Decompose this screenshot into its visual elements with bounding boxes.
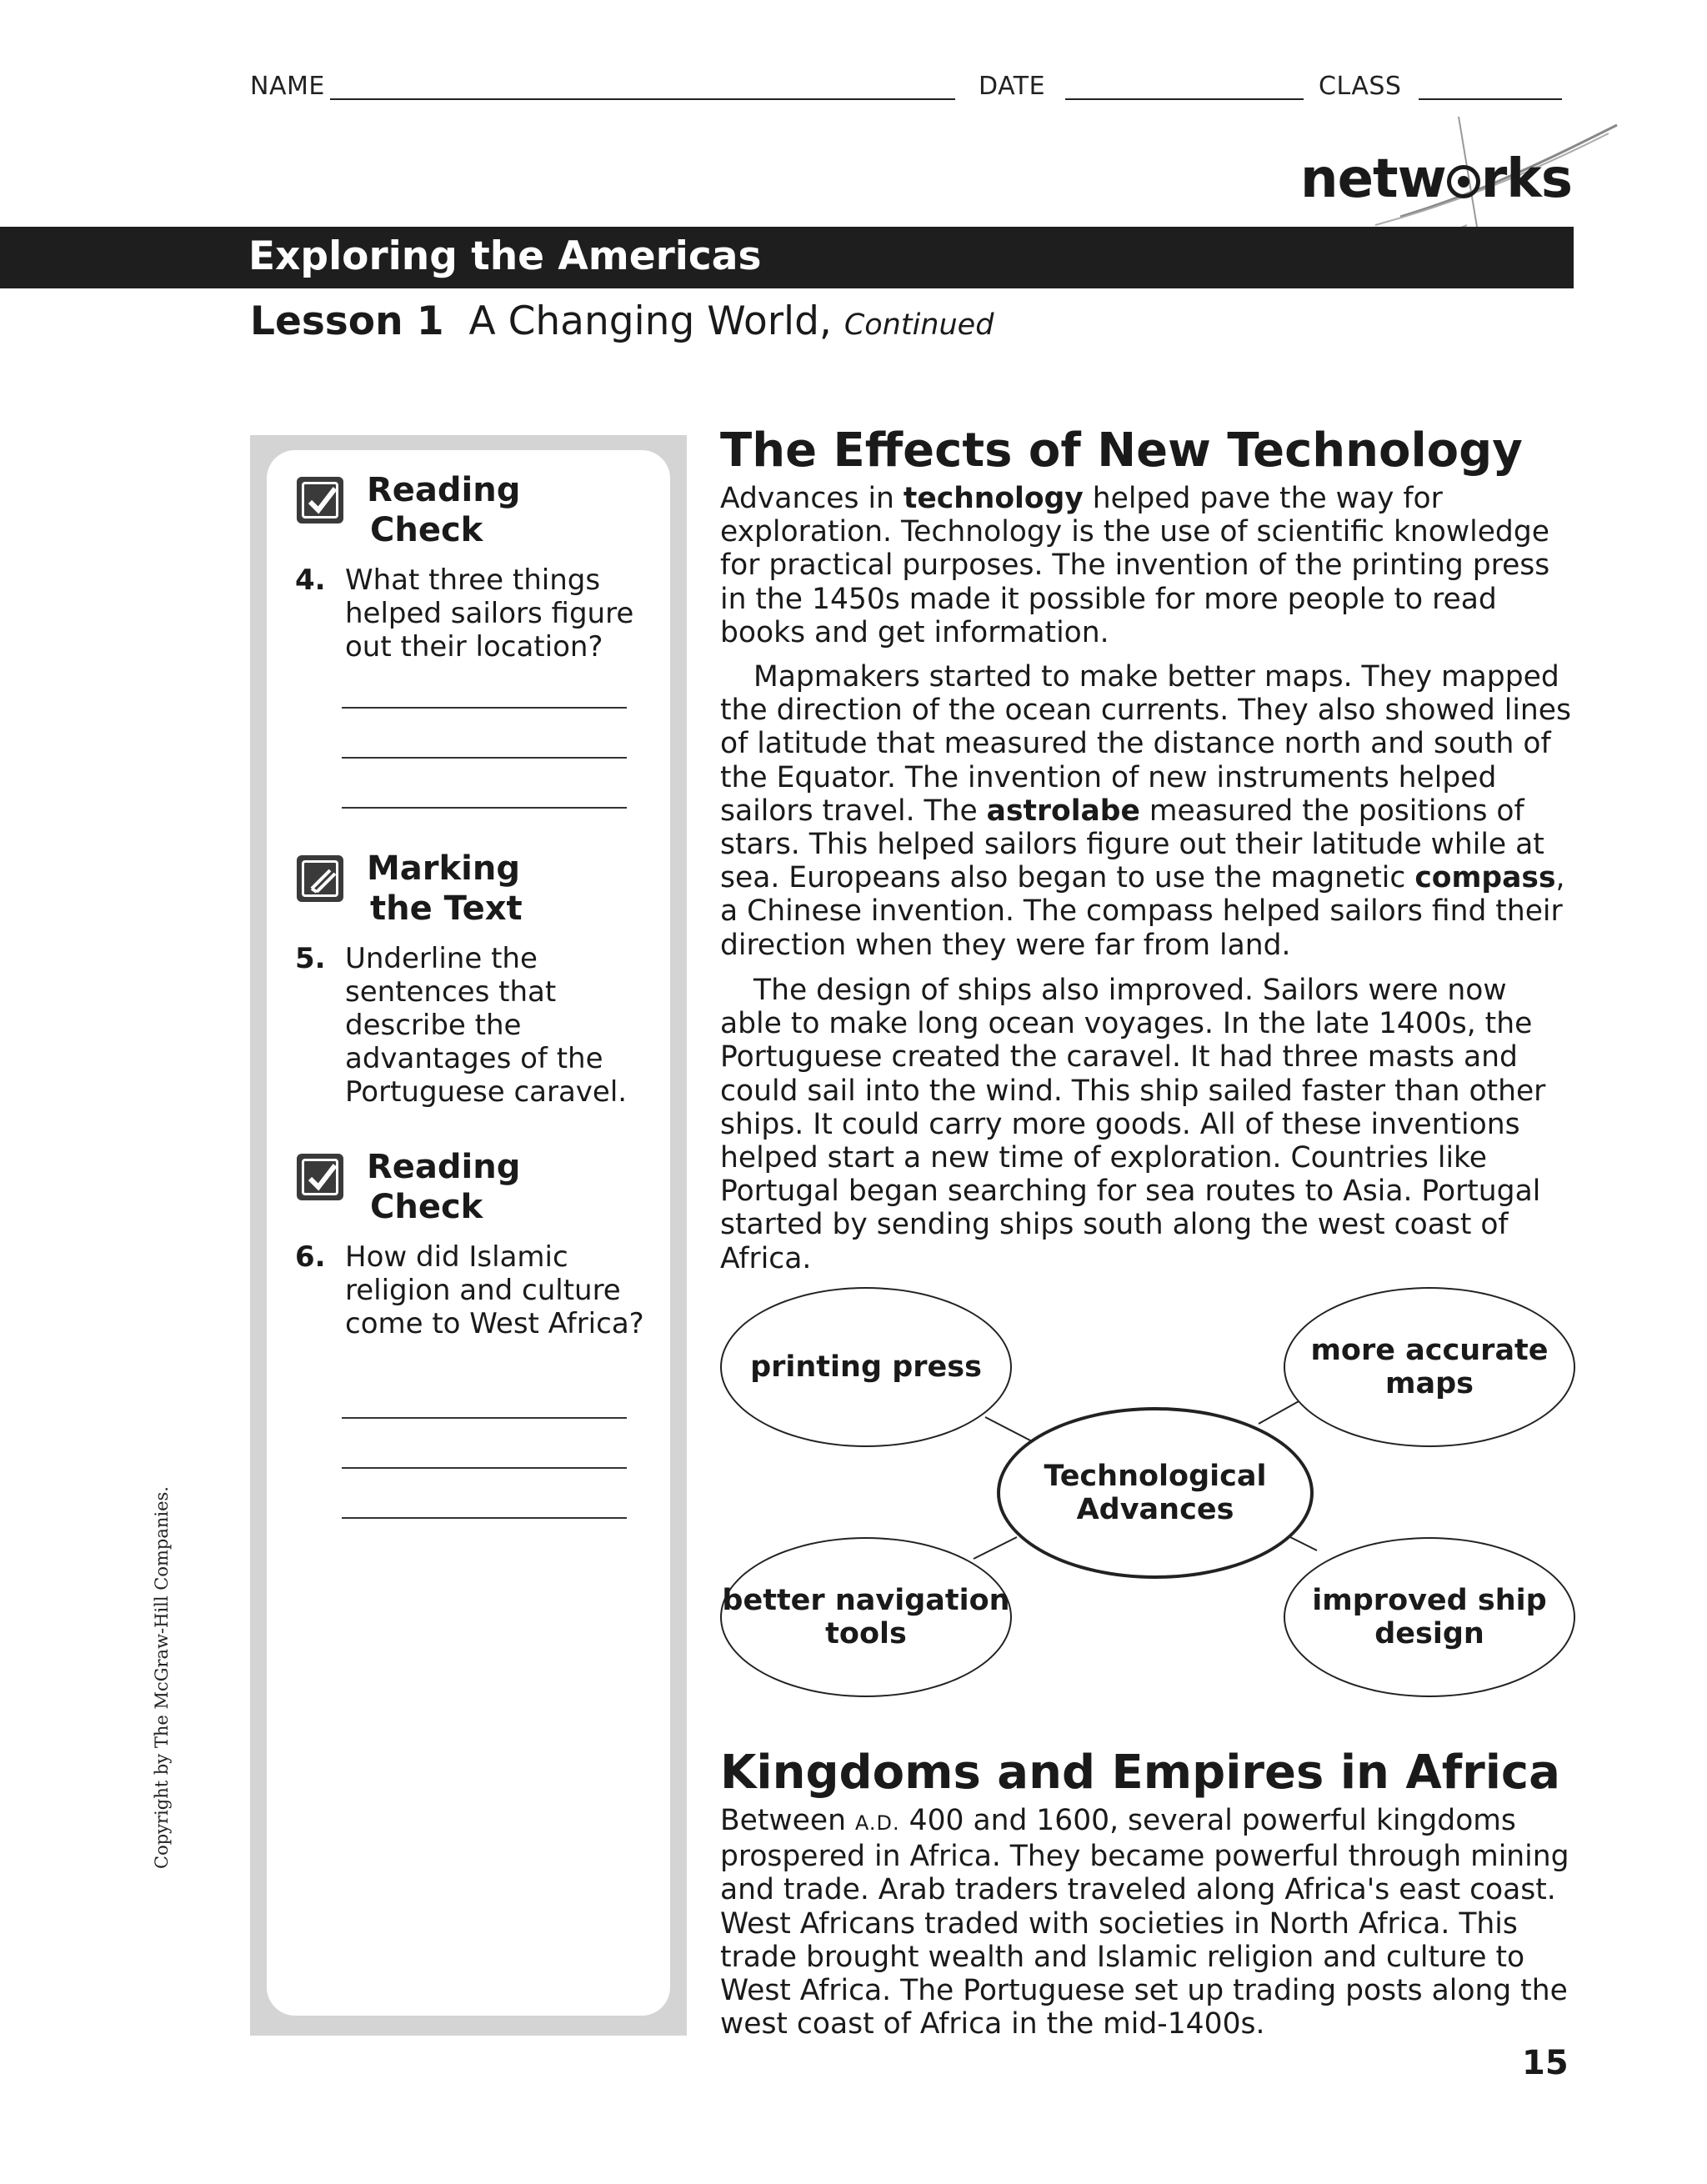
heading-line: the Text — [370, 889, 523, 928]
heading-line: Reading — [367, 1148, 521, 1186]
paragraph: Advances in technology helped pave the way for exploration. Technology is the use of scientific knowledge for practical purposes. The invention of the printing press in the 1450s made it possible for more people to read books and get information. — [720, 482, 1550, 649]
reading-check-heading — [367, 470, 520, 550]
logo-o-icon — [1447, 165, 1480, 198]
question-text: Underline the sentences that describe the advantages of the Portuguese caravel. — [345, 942, 628, 1109]
paragraph: Between A.D. 400 and 1600, several powerful kingdoms prospered in Africa. They became powerful through mining and trade. Arab traders traveled along Africa's east coast. West Africans traded with societies in North Africa. This trade brought wealth and Islamic religion and culture to West Africa. The Portuguese set up trading posts along the west coast of Africa in the mid-1400s. — [720, 1804, 1569, 2041]
question-text: What three things helped sailors figure out their location? — [345, 564, 634, 664]
logo-text-end: rks — [1480, 148, 1572, 210]
answer-line[interactable] — [342, 707, 627, 709]
key-term: astrolabe — [986, 794, 1140, 828]
chapter-title: Exploring the Americas — [248, 233, 762, 279]
question-number: 5. — [295, 942, 326, 975]
logo-text-start: netw — [1300, 148, 1446, 210]
heading-line: Reading — [367, 471, 521, 509]
question-text: How did Islamic religion and culture come to West Africa? — [345, 1240, 644, 1340]
answer-line[interactable] — [342, 1467, 627, 1469]
paragraph: The design of ships also improved. Sailors were now able to make long ocean voyages. In the late 1400s, the Portuguese created the caravel. It had three masts and could sail into the wind. This ship sailed faster than other ships. It could carry more goods. All of these inventions helped start a new time of exploration. Countries like Portugal began searching for sea routes to Asia. Portugal started by sending ships south along the west coast of Africa. — [720, 974, 1546, 1275]
heading-line: Check — [370, 1188, 483, 1226]
bubble-technological-advances: Technological Advances — [997, 1407, 1314, 1579]
sidebar-card — [267, 450, 670, 2016]
marking-text-icon — [297, 855, 343, 902]
bubble-navigation-tools: better navigation tools — [720, 1537, 1012, 1697]
heading-line: Marking — [367, 849, 520, 888]
lesson-heading — [250, 298, 994, 344]
lesson-continued: Continued — [843, 308, 994, 342]
networks-logo — [1300, 148, 1572, 210]
reading-check-heading — [367, 1147, 520, 1227]
technology-web-diagram — [717, 1284, 1580, 1706]
date-label: DATE — [979, 72, 1046, 101]
bubble-printing-press: printing press — [720, 1287, 1012, 1447]
answer-line[interactable] — [342, 1417, 627, 1419]
question-number: 6. — [295, 1240, 326, 1274]
class-label: CLASS — [1319, 72, 1402, 101]
checkmark-icon — [297, 1154, 343, 1200]
title-banner — [0, 227, 1574, 288]
answer-line[interactable] — [342, 757, 627, 759]
bubble-ship-design: improved ship design — [1284, 1537, 1575, 1697]
name-label: NAME — [250, 72, 325, 101]
bubble-accurate-maps: more accurate maps — [1284, 1287, 1575, 1447]
copyright-notice: Copyright by The McGraw-Hill Companies. — [152, 1486, 172, 1869]
name-line — [330, 98, 955, 100]
section-heading: Kingdoms and Empires in Africa — [720, 1746, 1560, 1800]
marking-text-heading — [367, 849, 523, 929]
question-number: 4. — [295, 564, 326, 597]
era-abbreviation: A.D. — [854, 1811, 900, 1835]
checkmark-icon — [297, 477, 343, 523]
key-term: technology — [903, 482, 1084, 515]
section-heading: The Effects of New Technology — [720, 423, 1523, 478]
lesson-title: A Changing World, — [468, 298, 832, 344]
key-term: compass — [1414, 861, 1556, 895]
paragraph: Mapmakers started to make better maps. They mapped the direction of the ocean currents. They also showed lines of latitude that measured the distance north and south of the Equator. The invention of new instruments helped sailors travel. The astrolabe measured the positions of stars. This helped sailors figure out their latitude while at sea. Europeans also began to use the magnetic compass, a Chinese invention. The compass helped sailors find their direction when they were far from land. — [720, 660, 1572, 962]
heading-line: Check — [370, 511, 483, 549]
lesson-number: Lesson 1 — [250, 298, 444, 344]
page-number: 15 — [1522, 2044, 1569, 2082]
answer-line[interactable] — [342, 807, 627, 809]
answer-line[interactable] — [342, 1517, 627, 1519]
